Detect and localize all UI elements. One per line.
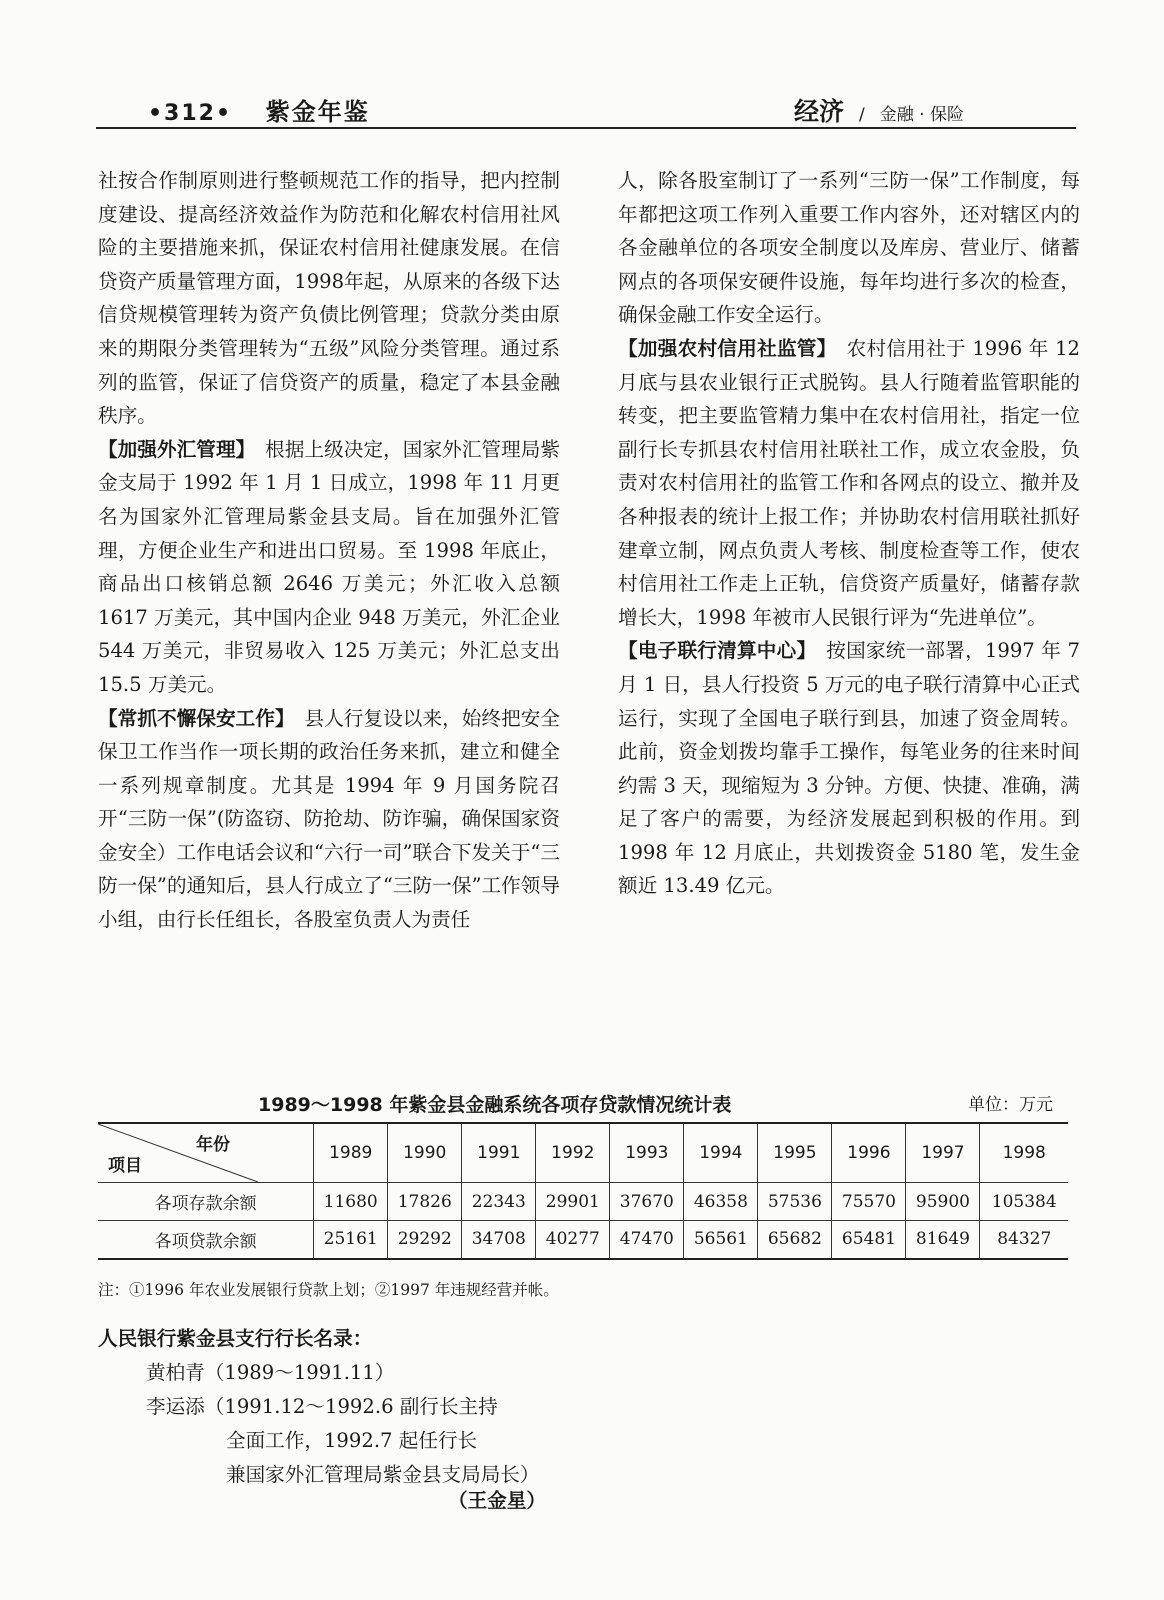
roster-line: 兼国家外汇管理局紫金县支局局长）: [226, 1463, 540, 1486]
table-row: [98, 1221, 1068, 1259]
year-header: 1992: [536, 1123, 610, 1183]
table-cell: 57536: [758, 1183, 832, 1221]
year-header: 1997: [906, 1123, 980, 1183]
paragraph-heading: 【电子联行清算中心】: [618, 639, 807, 663]
table-cell: 29292: [388, 1221, 462, 1259]
paragraph-heading: 【加强农村信用社监管】: [618, 336, 827, 360]
table-cell: 29901: [536, 1183, 610, 1221]
year-header: 1995: [758, 1123, 832, 1183]
table-corner-cell: [98, 1123, 314, 1183]
year-header: 1996: [832, 1123, 906, 1183]
table-cell: 75570: [832, 1183, 906, 1221]
header-rule: [96, 127, 1076, 129]
year-header: 1991: [462, 1123, 536, 1183]
page-header-right: [794, 92, 964, 128]
paragraph: [98, 433, 560, 702]
table-cell: 34708: [462, 1221, 536, 1259]
left-column: [98, 164, 560, 937]
table-cell: 11680: [314, 1183, 388, 1221]
paragraph-text: 按国家统一部署，1997 年 7 月 1 日，县人行投资 5 万元的电子联行清算中心正式运行，实现了全国电子联行到县，加速了资金周转。此前，资金划拨均靠手工操作，每笔业务的往来时间约需 3 天，现缩短为 3 分钟。方便、快捷、准确，满足了客户的需要，为经济发展起到积极的作用。到 1998 年 12 月底止，共划拨资金 5180 笔，发生金额近 13.49 亿元。: [618, 639, 1080, 898]
table-cell: 47470: [610, 1221, 684, 1259]
roster-line: 全面工作，1992.7 起任行长: [226, 1429, 478, 1452]
table-cell: 37670: [610, 1183, 684, 1221]
paragraph: [618, 634, 1080, 903]
table-cell: 22343: [462, 1183, 536, 1221]
row-label: 各项贷款余额: [98, 1221, 314, 1259]
paragraph-heading: 【加强外汇管理】: [98, 437, 246, 461]
paragraph-text: 根据上级决定，国家外汇管理局紫金支局于 1992 年 1 月 1 日成立，1998 年 11 月更名为国家外汇管理局紫金县支局。旨在加强外汇管理，方便企业生产和进出口贸易。至 1998 年底止，商品出口核销总额 2646 万美元；外汇收入总额 1617 万美元，其中国内企业 948 万美元，外汇企业 544 万美元，非贸易收入 125 万美元；外汇总支出 15.5 万美元。: [98, 437, 561, 696]
right-column: [618, 164, 1080, 903]
roster-title: 人民银行紫金县支行行长名录：: [98, 1327, 373, 1350]
page-header-left: [148, 92, 376, 127]
table-cell: 81649: [906, 1221, 980, 1259]
row-label: 各项存款余额: [98, 1183, 314, 1221]
author-credit: （王金星）: [448, 1489, 546, 1512]
table-cell: 105384: [980, 1183, 1068, 1221]
table-cell: 84327: [980, 1221, 1068, 1259]
year-header: 1989: [314, 1123, 388, 1183]
deposit-loan-table: [98, 1122, 1068, 1260]
paragraph: [618, 332, 1080, 634]
table-cell: 65481: [832, 1221, 906, 1259]
section-main: 经济: [794, 97, 845, 126]
book-title: 紫金年鉴: [265, 98, 370, 126]
corner-item-label: 项目: [108, 1156, 142, 1176]
paragraph: [618, 164, 1080, 332]
table-row: [98, 1183, 1068, 1221]
paragraph-text: 县人行复设以来，始终把安全保卫工作当作一项长期的政治任务来抓，建立和健全一系列规章制度。尤其是 1994 年 9 月国务院召开“三防一保”(防盗窃、防抢劫、防诈骗，确保国家资金安全）工作电话会议和“六行一司”联合下发关于“三防一保”的通知后，县人行成立了“三防一保”工作领导小组，由行长任组长，各股室负责人为责任: [98, 706, 560, 932]
year-header: 1998: [980, 1123, 1068, 1183]
table-header-row: [98, 1123, 1068, 1183]
paragraph: [98, 164, 560, 433]
corner-year-label: 年份: [196, 1135, 230, 1155]
table-unit: 单位：万元: [968, 1095, 1053, 1115]
table-cell: 46358: [684, 1183, 758, 1221]
paragraph-text: 社按合作制原则进行整顿规范工作的指导，把内控制度建设、提高经济效益作为防范和化解农村信用社风险的主要措施来抓，保证农村信用社健康发展。在信贷资产质量管理方面，1998年起，从原来的各级下达信贷规模管理转为资产负债比例管理；贷款分类由原来的期限分类管理转为“五级”风险分类管理。通过系列的监管，保证了信贷资产的质量，稳定了本县金融秩序。: [98, 169, 560, 428]
section-sub: 金融 · 保险: [879, 105, 964, 125]
paragraph-text: 人，除各股室制订了一系列“三防一保”工作制度，每年都把这项工作列入重要工作内容外，还对辖区内的各金融单位的各项安全制度以及库房、营业厅、储蓄网点的各项保安硬件设施，每年均进行多次的检查，确保金融工作安全运行。: [618, 169, 1080, 327]
table-cell: 25161: [314, 1221, 388, 1259]
table-cell: 17826: [388, 1183, 462, 1221]
year-header: 1990: [388, 1123, 462, 1183]
table-cell: 56561: [684, 1221, 758, 1259]
paragraph-text: 农村信用社于 1996 年 12 月底与县农业银行正式脱钩。县人行随着监管职能的转变，把主要监管精力集中在农村信用社，指定一位副行长专抓县农村信用社联社工作，成立农金股，负责对农村信用社的监管工作和各网点的设立、撤并及各种报表的统计上报工作；并协助农村信用联社抓好建章立制，网点负责人考核、制度检查等工作，使农村信用社工作走上正轨，信贷资产质量好，储蓄存款增长大，1998 年被市人民银行评为“先进单位”。: [618, 336, 1080, 629]
page-number: •312•: [148, 101, 233, 126]
paragraph-heading: 【常抓不懈保安工作】: [98, 706, 285, 730]
table-cell: 40277: [536, 1221, 610, 1259]
roster-line: 黄柏青（1989～1991.11）: [146, 1361, 395, 1384]
director-roster: [98, 1322, 540, 1492]
paragraph: [98, 702, 560, 937]
table-title: 1989～1998 年紫金县金融系统各项存贷款情况统计表: [258, 1094, 732, 1116]
table-note: 注：①1996 年农业发展银行贷款上划；②1997 年违规经营并帐。: [98, 1281, 559, 1299]
table-cell: 95900: [906, 1183, 980, 1221]
roster-line: 李运添（1991.12～1992.6 副行长主持: [146, 1395, 498, 1418]
section-separator: /: [859, 105, 865, 125]
year-header: 1994: [684, 1123, 758, 1183]
table-cell: 65682: [758, 1221, 832, 1259]
year-header: 1993: [610, 1123, 684, 1183]
